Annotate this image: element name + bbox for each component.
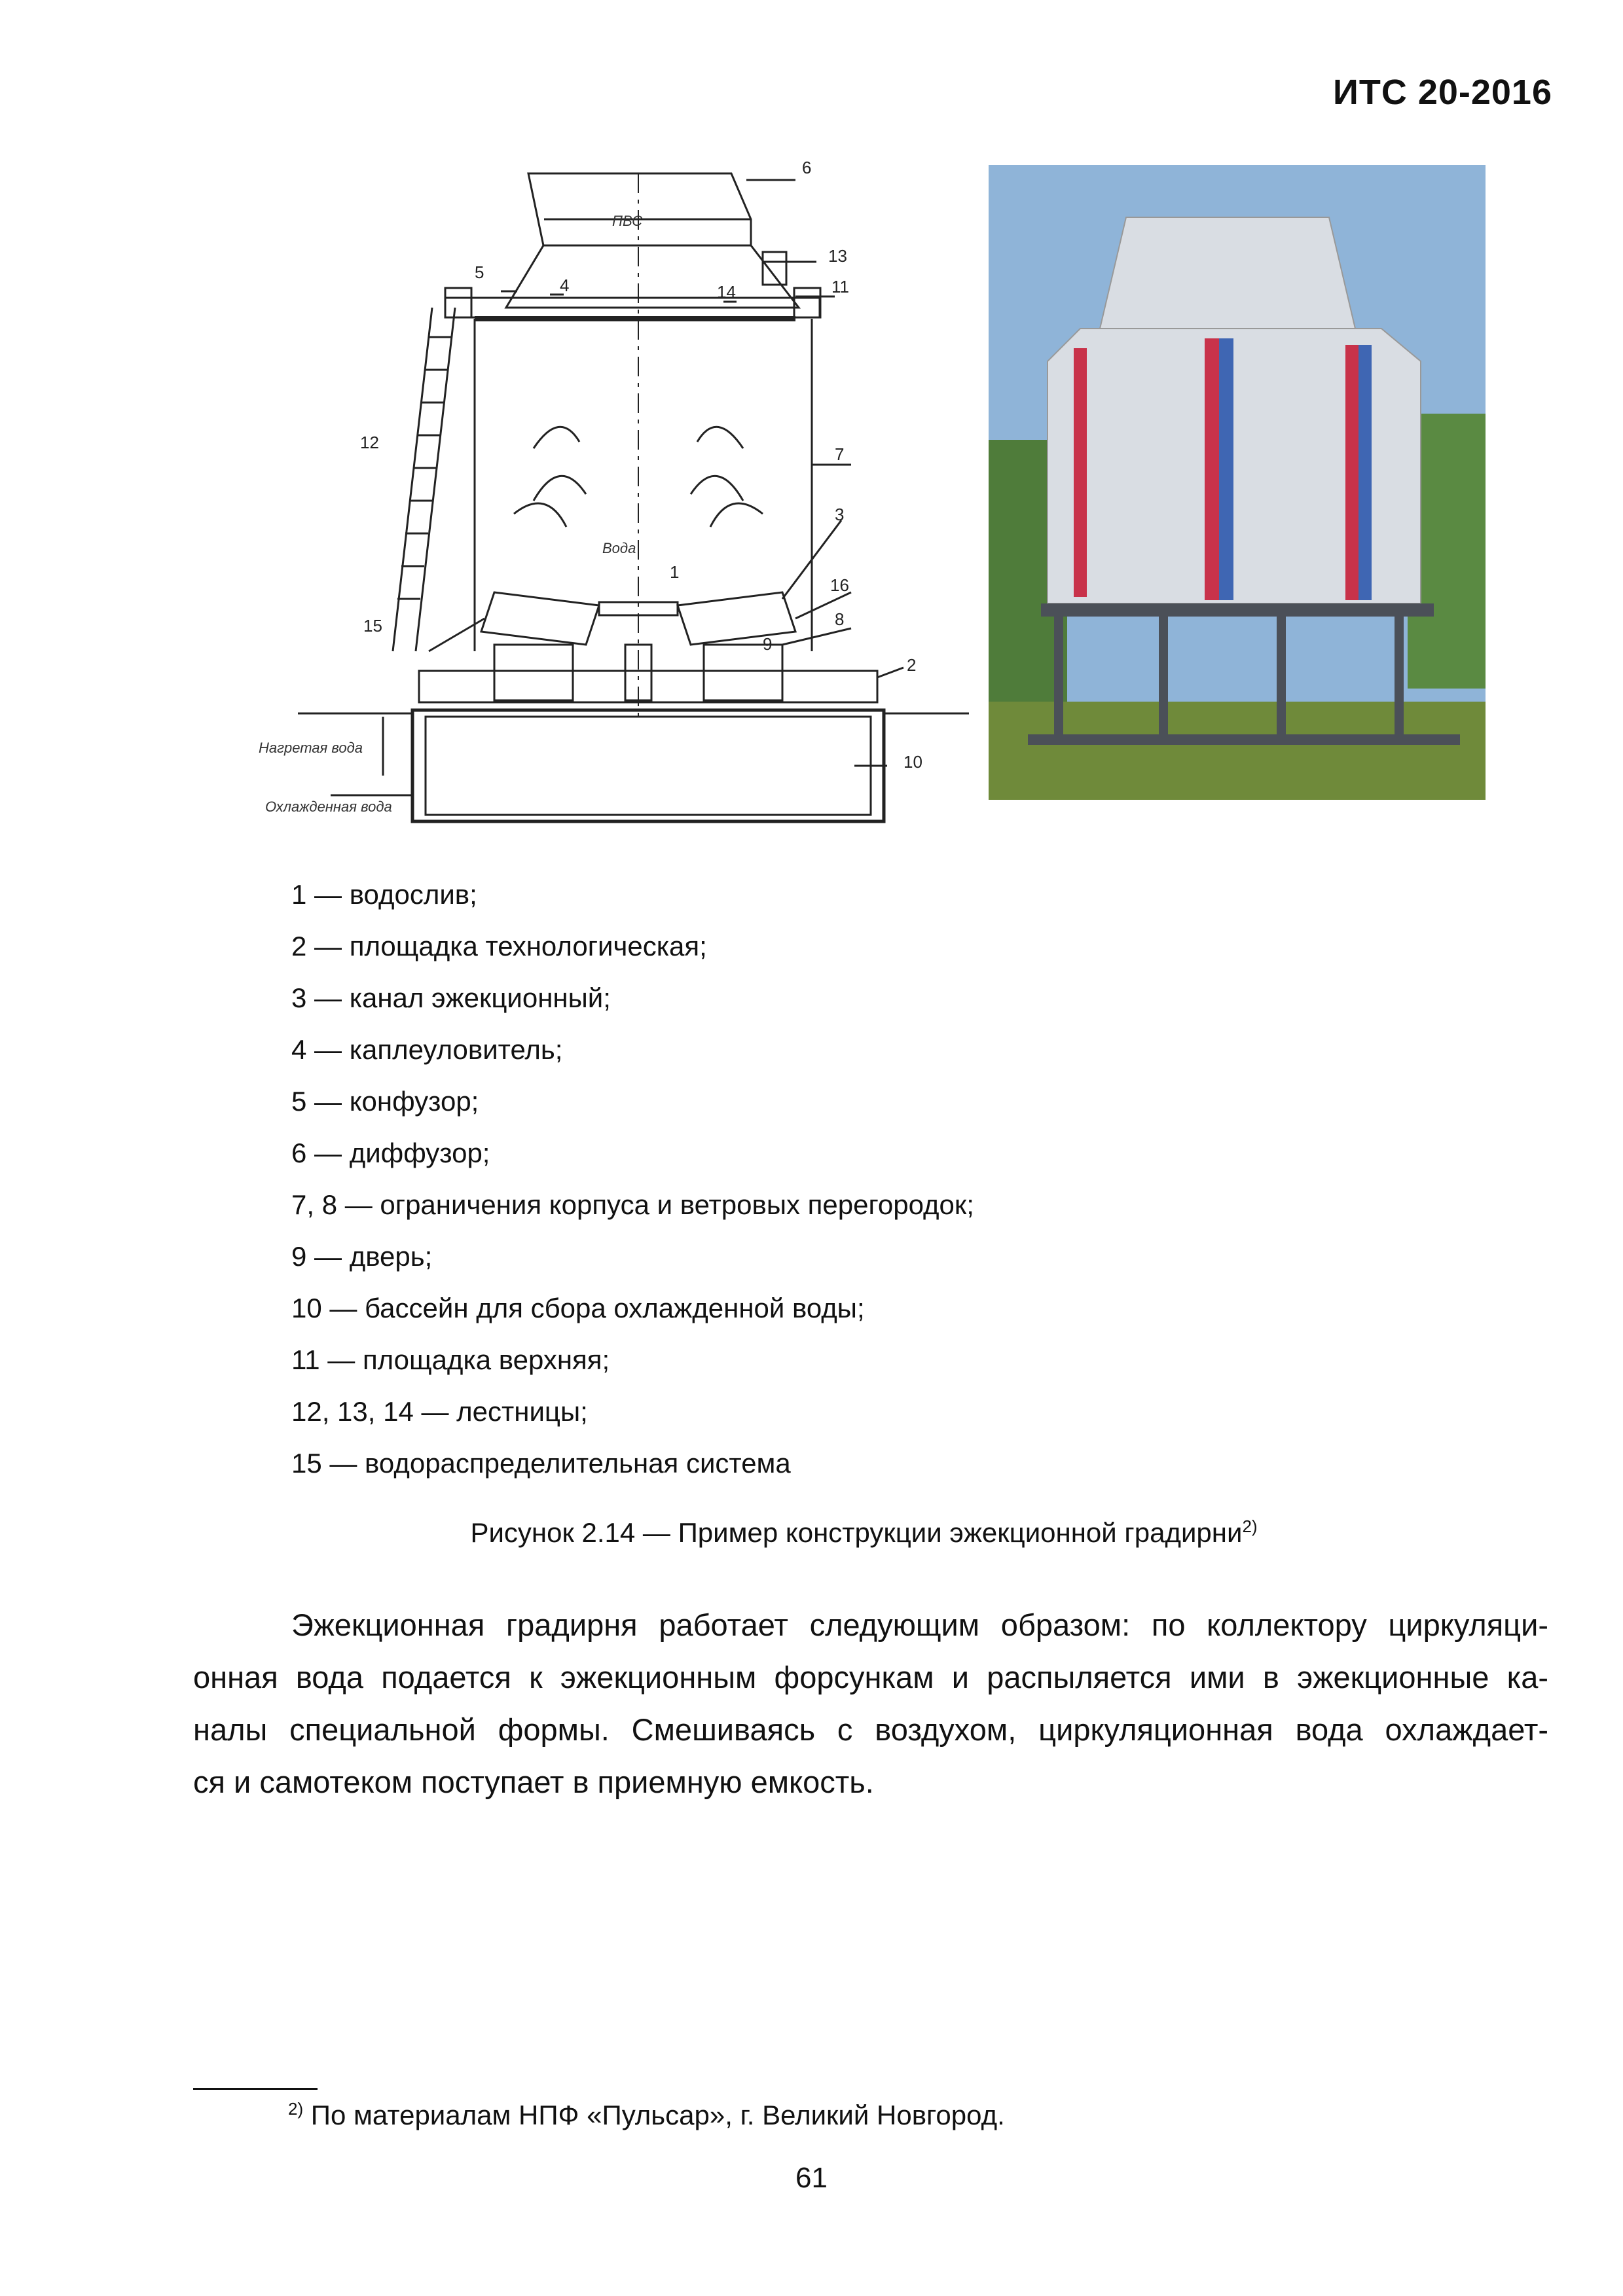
callout-1: 1 xyxy=(670,562,680,582)
callout-15: 15 xyxy=(363,616,382,636)
page-number: 61 xyxy=(795,2162,828,2194)
document-code: ИТС 20-2016 xyxy=(1333,73,1552,112)
callout-8: 8 xyxy=(835,609,845,629)
legend-item: 9 — дверь; xyxy=(291,1241,433,1272)
label-hot-water: Нагретая вода xyxy=(259,740,363,756)
callout-9: 9 xyxy=(763,634,773,654)
callout-4: 4 xyxy=(560,276,570,295)
footnote-divider xyxy=(193,2088,318,2090)
callout-6: 6 xyxy=(802,158,812,177)
figure-caption xyxy=(0,1517,1623,1549)
legend-item: 10 — бассейн для сбора охлажденной воды; xyxy=(291,1293,865,1323)
paragraph-line: налы специальной формы. Смешиваясь с воздухом, циркуляционная вода охлаждает- xyxy=(193,1712,1548,1747)
cooling-tower-photo xyxy=(989,165,1486,800)
paragraph-line: онная вода подается к эжекционным форсункам и распыляется ими в эжекционные ка- xyxy=(193,1660,1548,1695)
label-pvs: ПВС xyxy=(612,213,643,229)
callout-12: 12 xyxy=(360,433,379,452)
legend-item: 15 — водораспределительная система xyxy=(291,1448,791,1479)
legend-item: 2 — площадка технологическая; xyxy=(291,931,707,961)
footnote-ref[interactable]: 2) xyxy=(1242,1516,1258,1536)
legend-item: 7, 8 — ограничения корпуса и ветровых перегородок; xyxy=(291,1189,974,1220)
legend-item: 3 — канал эжекционный; xyxy=(291,982,611,1013)
callout-3: 3 xyxy=(835,505,845,524)
body-paragraph xyxy=(193,1599,1548,1808)
legend-item: 5 — конфузор; xyxy=(291,1086,479,1117)
label-voda: Вода xyxy=(602,540,636,556)
legend-item: 1 — водослив; xyxy=(291,879,477,910)
footnote-text: По материалам НПФ «Пульсар», г. Великий Новгород. xyxy=(303,2100,1005,2130)
legend-item: 11 — площадка верхняя; xyxy=(291,1344,610,1375)
footnote xyxy=(288,2100,1005,2131)
legend-item: 12, 13, 14 — лестницы; xyxy=(291,1396,588,1427)
callout-7: 7 xyxy=(835,444,845,464)
caption-text: Рисунок 2.14 — Пример конструкции эжекционной градирни xyxy=(470,1517,1243,1548)
callout-11: 11 xyxy=(831,277,849,296)
paragraph-line: ся и самотеком поступает в приемную емкость. xyxy=(193,1765,874,1799)
callout-16: 16 xyxy=(830,575,849,595)
callout-10: 10 xyxy=(903,752,922,772)
legend-item: 4 — каплеуловитель; xyxy=(291,1034,563,1065)
footnote-marker: 2) xyxy=(288,2099,304,2119)
figure-2-14 xyxy=(259,147,1516,841)
legend-item: 6 — диффузор; xyxy=(291,1138,490,1168)
figure-legend xyxy=(291,869,974,1489)
callout-2: 2 xyxy=(907,655,917,675)
paragraph-line: Эжекционная градирня работает следующим образом: по коллектору циркуляци- xyxy=(291,1607,1548,1642)
callout-5: 5 xyxy=(475,262,484,282)
label-cooled-water: Охлажденная вода xyxy=(265,798,392,815)
callout-13: 13 xyxy=(828,246,847,266)
callout-14: 14 xyxy=(717,282,736,302)
cooling-tower-diagram xyxy=(259,147,979,841)
